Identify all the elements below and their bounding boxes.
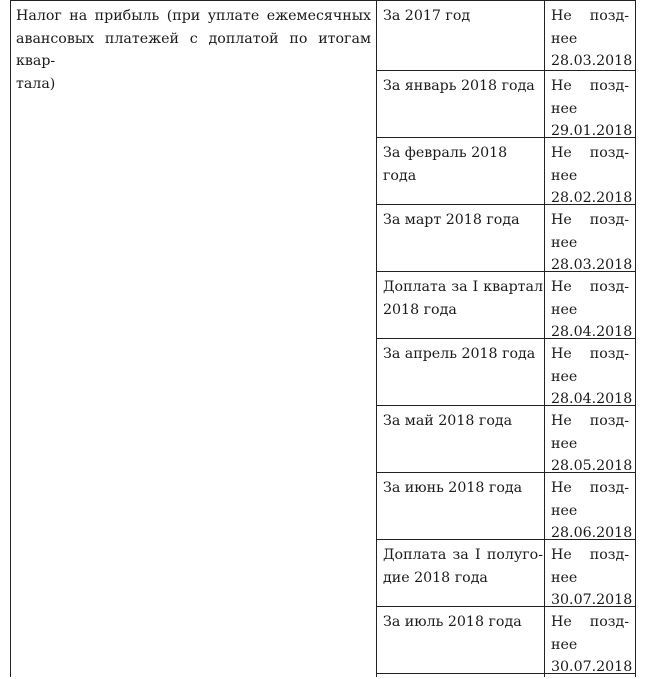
deadline-cell	[551, 142, 633, 210]
deadline-prefix: Не	[551, 547, 572, 563]
period-cell	[383, 544, 543, 589]
period-cell	[383, 410, 543, 433]
period-cell	[383, 477, 543, 500]
deadline-date: 30.07.2018	[551, 592, 633, 608]
period-cell	[383, 5, 543, 28]
deadline-prefix: Не	[551, 346, 572, 362]
deadline-prefix: Не	[551, 614, 572, 630]
period-line: За январь 2018 года	[383, 78, 535, 94]
deadline-word: нее	[551, 435, 578, 452]
deadline-word: нее	[551, 167, 578, 184]
deadline-word: позд-	[589, 212, 629, 228]
tax-name-line: авансовых платежей с доплатой по итогам квар-	[16, 30, 371, 69]
deadline-date: 28.06.2018	[551, 525, 633, 541]
deadline-cell	[551, 75, 633, 143]
period-cell	[383, 209, 543, 232]
period-cell	[383, 343, 543, 366]
deadline-word: позд-	[589, 480, 629, 496]
deadline-word: позд-	[589, 78, 629, 94]
deadline-date: 28.03.2018	[551, 53, 633, 69]
deadline-word: позд-	[589, 8, 629, 24]
deadline-cell	[551, 611, 633, 679]
deadline-prefix: Не	[551, 279, 572, 295]
deadline-date: 28.04.2018	[551, 324, 633, 340]
deadline-cell	[551, 343, 633, 411]
deadline-prefix: Не	[551, 145, 572, 161]
period-line: 2018 года	[383, 301, 457, 318]
deadline-date: 28.05.2018	[551, 458, 633, 474]
period-line: За февраль 2018 года	[383, 145, 508, 184]
deadline-prefix: Не	[551, 78, 572, 94]
deadline-word: нее	[551, 569, 578, 586]
deadline-cell	[551, 477, 633, 545]
deadline-cell	[551, 276, 633, 344]
deadline-prefix: Не	[551, 8, 572, 24]
period-line: дие 2018 года	[383, 569, 488, 586]
table-border-top	[10, 0, 636, 1]
deadline-word: позд-	[589, 413, 629, 429]
deadline-word: нее	[551, 30, 578, 47]
tax-deadlines-table	[10, 0, 636, 677]
period-line: За май 2018 года	[383, 413, 513, 429]
deadline-date: 28.03.2018	[551, 257, 633, 273]
deadline-cell	[551, 5, 633, 73]
period-line: За апрель 2018 года	[383, 346, 536, 362]
period-cell	[383, 75, 543, 98]
deadline-date: 28.04.2018	[551, 391, 633, 407]
period-line: За 2017 год	[383, 8, 471, 24]
period-line: За июль 2018 года	[383, 614, 522, 630]
deadline-cell	[551, 209, 633, 277]
deadline-word: позд-	[589, 279, 629, 295]
deadline-word: нее	[551, 636, 578, 653]
deadline-word: нее	[551, 234, 578, 251]
deadline-word: нее	[551, 368, 578, 385]
period-line: Доплата за I полуго-	[383, 547, 543, 563]
deadline-cell	[551, 544, 633, 612]
deadline-cell	[551, 410, 633, 478]
tax-name-line: Налог на прибыль (при уплате ежемесячных	[16, 8, 371, 24]
period-cell	[383, 142, 543, 187]
deadline-date: 28.02.2018	[551, 190, 633, 206]
period-cell	[383, 611, 543, 634]
deadline-word: позд-	[589, 614, 629, 630]
deadline-date: 29.01.2018	[551, 123, 633, 139]
tax-name-cell	[16, 5, 371, 95]
period-line: За июнь 2018 года	[383, 480, 523, 496]
deadline-word: позд-	[589, 547, 629, 563]
tax-name-line: тала)	[16, 75, 56, 92]
deadline-word: нее	[551, 100, 578, 117]
period-line: За март 2018 года	[383, 212, 520, 228]
deadline-prefix: Не	[551, 480, 572, 496]
deadline-prefix: Не	[551, 413, 572, 429]
deadline-word: позд-	[589, 346, 629, 362]
deadline-word: нее	[551, 502, 578, 519]
table-border-left	[10, 0, 11, 677]
deadline-word: позд-	[589, 145, 629, 161]
deadline-date: 30.07.2018	[551, 659, 633, 675]
deadline-prefix: Не	[551, 212, 572, 228]
deadline-word: нее	[551, 301, 578, 318]
period-line: Доплата за I квартал	[383, 279, 543, 295]
period-cell	[383, 276, 543, 321]
